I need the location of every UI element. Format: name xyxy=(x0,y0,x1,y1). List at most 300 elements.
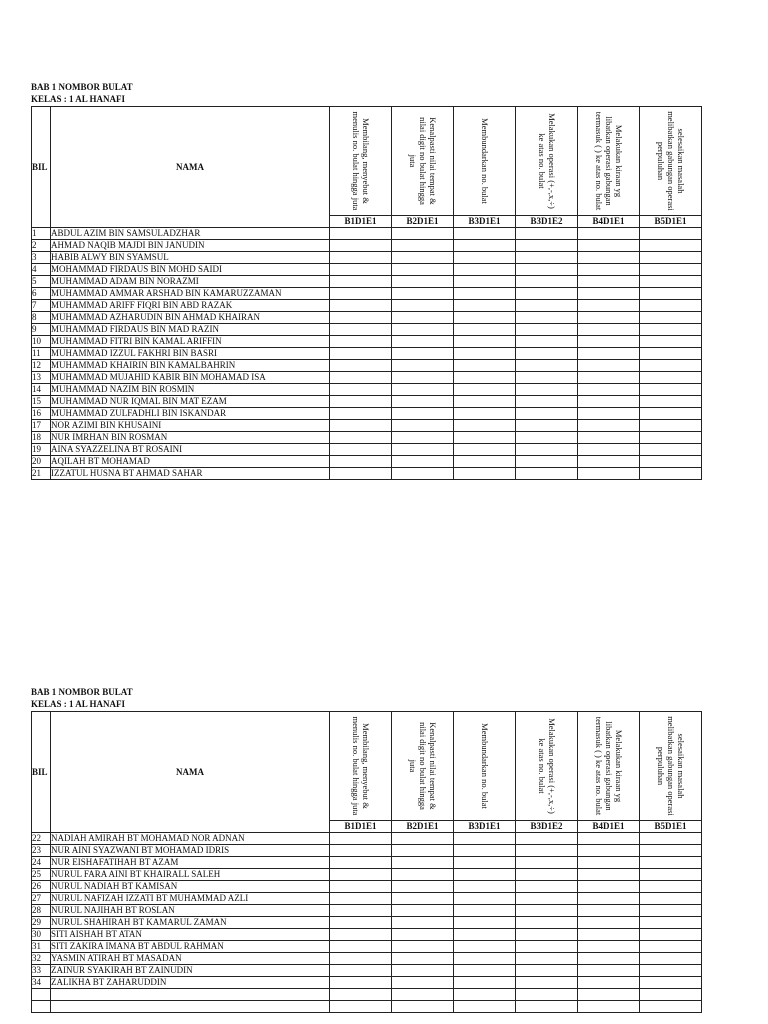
table-row xyxy=(32,336,702,348)
table-row xyxy=(32,396,702,408)
table-row xyxy=(32,360,702,372)
row-number: 4 xyxy=(32,264,51,276)
nama-header: NAMA xyxy=(51,712,330,833)
mark-cell xyxy=(392,360,454,372)
objective-header: Membundarkan no. bulat xyxy=(454,712,516,821)
mark-cell xyxy=(392,893,454,905)
row-number: 28 xyxy=(32,905,51,917)
objective-header: Melakukan kiraan yg libatkan operasi gabungan termasuk ( ) ke atas no. bulat xyxy=(578,712,640,821)
mark-cell xyxy=(330,941,392,953)
mark-cell xyxy=(392,456,454,468)
student-name: NOR AZIMI BIN KHUSAINI xyxy=(51,420,330,432)
mark-cell xyxy=(392,432,454,444)
mark-cell xyxy=(516,372,578,384)
mark-cell xyxy=(578,312,640,324)
mark-cell xyxy=(454,300,516,312)
student-name: HABIB ALWY BIN SYAMSUL xyxy=(51,252,330,264)
mark-cell xyxy=(454,432,516,444)
mark-cell xyxy=(454,905,516,917)
table-row xyxy=(32,977,702,989)
mark-cell xyxy=(330,857,392,869)
mark-cell xyxy=(454,869,516,881)
mark-cell xyxy=(330,833,392,845)
mark-cell xyxy=(640,300,702,312)
mark-cell xyxy=(516,348,578,360)
row-number: 11 xyxy=(32,348,51,360)
mark-cell xyxy=(516,941,578,953)
mark-cell xyxy=(330,468,392,480)
mark-cell xyxy=(640,384,702,396)
row-number: 18 xyxy=(32,432,51,444)
mark-cell xyxy=(392,905,454,917)
student-name: AQILAH BT MOHAMAD xyxy=(51,456,330,468)
mark-cell xyxy=(392,869,454,881)
bil-header: BIL xyxy=(32,107,51,228)
objective-code: B3D1E1 xyxy=(454,821,516,833)
student-name: MUHAMMAD ADAM BIN NORAZMI xyxy=(51,276,330,288)
mark-cell xyxy=(330,929,392,941)
student-name: MUHAMMAD KHAIRIN BIN KAMALBAHRIN xyxy=(51,360,330,372)
mark-cell xyxy=(640,372,702,384)
mark-cell xyxy=(392,881,454,893)
nama-header: NAMA xyxy=(51,107,330,228)
mark-cell xyxy=(454,252,516,264)
mark-cell xyxy=(516,845,578,857)
row-number: 34 xyxy=(32,977,51,989)
row-number: 23 xyxy=(32,845,51,857)
mark-cell xyxy=(640,1001,702,1013)
mark-cell xyxy=(640,288,702,300)
mark-cell xyxy=(454,336,516,348)
row-number: 8 xyxy=(32,312,51,324)
mark-cell xyxy=(392,965,454,977)
mark-cell xyxy=(330,300,392,312)
table-row xyxy=(32,240,702,252)
mark-cell xyxy=(392,384,454,396)
mark-cell xyxy=(640,444,702,456)
mark-cell xyxy=(330,324,392,336)
mark-cell xyxy=(640,977,702,989)
row-number: 21 xyxy=(32,468,51,480)
mark-cell xyxy=(516,396,578,408)
mark-cell xyxy=(578,444,640,456)
row-number: 24 xyxy=(32,857,51,869)
table-row xyxy=(32,893,702,905)
mark-cell xyxy=(516,468,578,480)
mark-cell xyxy=(578,288,640,300)
mark-cell xyxy=(516,929,578,941)
row-number: 25 xyxy=(32,869,51,881)
table-row xyxy=(32,252,702,264)
row-number: 27 xyxy=(32,893,51,905)
mark-cell xyxy=(516,384,578,396)
mark-cell xyxy=(578,408,640,420)
mark-cell xyxy=(578,905,640,917)
mark-cell xyxy=(578,468,640,480)
objective-code: B2D1E1 xyxy=(392,821,454,833)
mark-cell xyxy=(392,228,454,240)
mark-cell xyxy=(578,300,640,312)
objective-code: B3D1E2 xyxy=(516,216,578,228)
bil-header: BIL xyxy=(32,712,51,833)
mark-cell xyxy=(392,264,454,276)
mark-cell xyxy=(516,360,578,372)
mark-cell xyxy=(330,396,392,408)
mark-cell xyxy=(454,977,516,989)
mark-cell xyxy=(454,240,516,252)
row-number: 29 xyxy=(32,917,51,929)
row-number: 2 xyxy=(32,240,51,252)
mark-cell xyxy=(578,240,640,252)
mark-cell xyxy=(454,893,516,905)
table-row xyxy=(32,300,702,312)
mark-cell xyxy=(578,360,640,372)
mark-cell xyxy=(330,348,392,360)
student-name: NURUL NAJIHAH BT ROSLAN xyxy=(51,905,330,917)
student-name: NUR EISHAFATIHAH BT AZAM xyxy=(51,857,330,869)
table-row xyxy=(32,372,702,384)
student-name: MOHAMMAD FIRDAUS BIN MOHD SAIDI xyxy=(51,264,330,276)
mark-cell xyxy=(454,420,516,432)
mark-cell xyxy=(516,456,578,468)
table-row xyxy=(32,941,702,953)
mark-cell xyxy=(392,300,454,312)
objective-code: B3D1E1 xyxy=(454,216,516,228)
student-table-2 xyxy=(31,711,702,1013)
mark-cell xyxy=(330,917,392,929)
mark-cell xyxy=(392,372,454,384)
mark-cell xyxy=(640,348,702,360)
mark-cell xyxy=(454,264,516,276)
row-number: 15 xyxy=(32,396,51,408)
student-name: MUHAMMAD IZZUL FAKHRI BIN BASRI xyxy=(51,348,330,360)
table-row xyxy=(32,468,702,480)
student-name: AINA SYAZZELINA BT ROSAINI xyxy=(51,444,330,456)
mark-cell xyxy=(640,264,702,276)
mark-cell xyxy=(392,857,454,869)
table-row xyxy=(32,857,702,869)
mark-cell xyxy=(330,240,392,252)
mark-cell xyxy=(516,857,578,869)
mark-cell xyxy=(330,264,392,276)
mark-cell xyxy=(516,408,578,420)
mark-cell xyxy=(516,276,578,288)
objective-code: B5D1E1 xyxy=(640,821,702,833)
table-row xyxy=(32,432,702,444)
mark-cell xyxy=(454,456,516,468)
mark-cell xyxy=(392,252,454,264)
table-row xyxy=(32,953,702,965)
student-table-1 xyxy=(31,106,702,480)
mark-cell xyxy=(454,348,516,360)
mark-cell xyxy=(454,845,516,857)
mark-cell xyxy=(330,372,392,384)
mark-cell xyxy=(330,288,392,300)
table-row xyxy=(32,869,702,881)
mark-cell xyxy=(454,1001,516,1013)
row-number: 19 xyxy=(32,444,51,456)
mark-cell xyxy=(330,228,392,240)
row-number: 20 xyxy=(32,456,51,468)
student-name: ABDUL AZIM BIN SAMSULADZHAR xyxy=(51,228,330,240)
mark-cell xyxy=(640,953,702,965)
student-name: ZAINUR SYAKIRAH BT ZAINUDIN xyxy=(51,965,330,977)
mark-cell xyxy=(578,857,640,869)
objective-code: B1D1E1 xyxy=(330,216,392,228)
mark-cell xyxy=(640,857,702,869)
mark-cell xyxy=(454,312,516,324)
mark-cell xyxy=(516,420,578,432)
table-row xyxy=(32,917,702,929)
mark-cell xyxy=(454,360,516,372)
mark-cell xyxy=(640,917,702,929)
student-name: NADIAH AMIRAH BT MOHAMAD NOR ADNAN xyxy=(51,833,330,845)
mark-cell xyxy=(392,408,454,420)
mark-cell xyxy=(392,941,454,953)
student-name: MUHAMMAD NUR IQMAL BIN MAT EZAM xyxy=(51,396,330,408)
student-name: NUR IMRHAN BIN ROSMAN xyxy=(51,432,330,444)
mark-cell xyxy=(392,917,454,929)
class-label: KELAS : 1 AL HANAFI xyxy=(31,699,126,709)
table-row xyxy=(32,965,702,977)
objective-header: Membilang, menyebut & menulis no. bulat hingga juta xyxy=(330,107,392,216)
mark-cell xyxy=(454,384,516,396)
row-number xyxy=(32,989,51,1001)
table-row xyxy=(32,905,702,917)
mark-cell xyxy=(578,953,640,965)
mark-cell xyxy=(578,456,640,468)
mark-cell xyxy=(454,857,516,869)
mark-cell xyxy=(392,420,454,432)
objective-code: B2D1E1 xyxy=(392,216,454,228)
objective-code: B1D1E1 xyxy=(330,821,392,833)
mark-cell xyxy=(516,228,578,240)
table-row xyxy=(32,384,702,396)
mark-cell xyxy=(330,893,392,905)
mark-cell xyxy=(454,989,516,1001)
table-row xyxy=(32,929,702,941)
student-name: NURUL FARA AINI BT KHAIRALL SALEH xyxy=(51,869,330,881)
mark-cell xyxy=(392,929,454,941)
mark-cell xyxy=(516,312,578,324)
mark-cell xyxy=(578,929,640,941)
row-number: 30 xyxy=(32,929,51,941)
mark-cell xyxy=(578,869,640,881)
mark-cell xyxy=(454,929,516,941)
mark-cell xyxy=(330,977,392,989)
chapter-title: BAB 1 NOMBOR BULAT xyxy=(31,82,133,92)
mark-cell xyxy=(640,396,702,408)
mark-cell xyxy=(392,276,454,288)
mark-cell xyxy=(640,324,702,336)
student-name: ZALIKHA BT ZAHARUDDIN xyxy=(51,977,330,989)
row-number: 31 xyxy=(32,941,51,953)
row-number: 1 xyxy=(32,228,51,240)
student-name: NURUL SHAHIRAH BT KAMARUL ZAMAN xyxy=(51,917,330,929)
table-row xyxy=(32,456,702,468)
objective-header: Melakukan kiraan yg libatkan operasi gabungan termasuk ( ) ke atas no. bulat xyxy=(578,107,640,216)
table-row xyxy=(32,288,702,300)
mark-cell xyxy=(578,893,640,905)
mark-cell xyxy=(454,953,516,965)
objective-header: Kenalpasti nilai tempat & nilai digit no bulat hingga juta xyxy=(392,107,454,216)
student-name: NUR AINI SYAZWANI BT MOHAMAD IDRIS xyxy=(51,845,330,857)
student-name: MUHAMMAD ARIFF FIQRI BIN ABD RAZAK xyxy=(51,300,330,312)
mark-cell xyxy=(578,845,640,857)
mark-cell xyxy=(578,833,640,845)
row-number: 16 xyxy=(32,408,51,420)
mark-cell xyxy=(392,977,454,989)
row-number: 10 xyxy=(32,336,51,348)
student-name: MUHAMMAD MUJAHID KABIR BIN MOHAMAD ISA xyxy=(51,372,330,384)
student-name: NURUL NAFIZAH IZZATI BT MUHAMMAD AZLI xyxy=(51,893,330,905)
table-row xyxy=(32,833,702,845)
mark-cell xyxy=(640,432,702,444)
mark-cell xyxy=(392,989,454,1001)
mark-cell xyxy=(640,228,702,240)
table-row xyxy=(32,312,702,324)
mark-cell xyxy=(640,456,702,468)
mark-cell xyxy=(330,408,392,420)
mark-cell xyxy=(516,1001,578,1013)
student-name: AHMAD NAQIB MAJDI BIN JANUDIN xyxy=(51,240,330,252)
mark-cell xyxy=(454,372,516,384)
mark-cell xyxy=(516,288,578,300)
row-number: 12 xyxy=(32,360,51,372)
table-row xyxy=(32,408,702,420)
mark-cell xyxy=(454,468,516,480)
mark-cell xyxy=(454,288,516,300)
mark-cell xyxy=(578,917,640,929)
table-row xyxy=(32,324,702,336)
mark-cell xyxy=(578,432,640,444)
mark-cell xyxy=(392,240,454,252)
mark-cell xyxy=(516,977,578,989)
table-row xyxy=(32,276,702,288)
mark-cell xyxy=(578,977,640,989)
row-number: 17 xyxy=(32,420,51,432)
mark-cell xyxy=(392,312,454,324)
mark-cell xyxy=(330,432,392,444)
row-number: 3 xyxy=(32,252,51,264)
row-number: 32 xyxy=(32,953,51,965)
mark-cell xyxy=(454,396,516,408)
mark-cell xyxy=(578,372,640,384)
mark-cell xyxy=(454,833,516,845)
mark-cell xyxy=(578,1001,640,1013)
table-row xyxy=(32,881,702,893)
student-name: IZZATUL HUSNA BT AHMAD SAHAR xyxy=(51,468,330,480)
objective-header: Melakukan operasi (+,-,x,÷) ke atas no. bulat xyxy=(516,712,578,821)
mark-cell xyxy=(454,228,516,240)
mark-cell xyxy=(392,396,454,408)
student-name: YASMIN ATIRAH BT MASADAN xyxy=(51,953,330,965)
mark-cell xyxy=(516,917,578,929)
mark-cell xyxy=(640,252,702,264)
student-name: MUHAMMAD AZHARUDIN BIN AHMAD KHAIRAN xyxy=(51,312,330,324)
objective-code: B5D1E1 xyxy=(640,216,702,228)
mark-cell xyxy=(392,468,454,480)
mark-cell xyxy=(640,845,702,857)
mark-cell xyxy=(640,881,702,893)
mark-cell xyxy=(330,252,392,264)
mark-cell xyxy=(578,228,640,240)
mark-cell xyxy=(640,468,702,480)
mark-cell xyxy=(454,276,516,288)
mark-cell xyxy=(392,953,454,965)
row-number: 26 xyxy=(32,881,51,893)
mark-cell xyxy=(516,444,578,456)
mark-cell xyxy=(640,893,702,905)
objective-header: Kenalpasti nilai tempat & nilai digit no bulat hingga juta xyxy=(392,712,454,821)
mark-cell xyxy=(330,384,392,396)
mark-cell xyxy=(578,324,640,336)
student-name: SITI AISHAH BT ATAN xyxy=(51,929,330,941)
mark-cell xyxy=(330,456,392,468)
mark-cell xyxy=(330,420,392,432)
mark-cell xyxy=(578,384,640,396)
mark-cell xyxy=(454,965,516,977)
row-number: 6 xyxy=(32,288,51,300)
mark-cell xyxy=(640,360,702,372)
mark-cell xyxy=(578,941,640,953)
mark-cell xyxy=(640,965,702,977)
student-name xyxy=(51,1001,330,1013)
table-row xyxy=(32,264,702,276)
row-number: 22 xyxy=(32,833,51,845)
mark-cell xyxy=(330,312,392,324)
mark-cell xyxy=(516,324,578,336)
mark-cell xyxy=(454,408,516,420)
student-name: MUHAMMAD FITRI BIN KAMAL ARIFFIN xyxy=(51,336,330,348)
table-row xyxy=(32,1001,702,1013)
mark-cell xyxy=(516,881,578,893)
mark-cell xyxy=(454,917,516,929)
objective-header: Melakukan operasi (+,-,x,÷) ke atas no. bulat xyxy=(516,107,578,216)
mark-cell xyxy=(516,869,578,881)
table-row xyxy=(32,348,702,360)
student-name: MUHAMMAD AMMAR ARSHAD BIN KAMARUZZAMAN xyxy=(51,288,330,300)
mark-cell xyxy=(516,965,578,977)
class-label: KELAS : 1 AL HANAFI xyxy=(31,94,126,104)
mark-cell xyxy=(392,324,454,336)
sheet-1 xyxy=(31,81,702,480)
mark-cell xyxy=(330,845,392,857)
objective-code: B3D1E2 xyxy=(516,821,578,833)
mark-cell xyxy=(392,288,454,300)
mark-cell xyxy=(330,1001,392,1013)
sheet-2 xyxy=(31,686,702,1013)
mark-cell xyxy=(516,300,578,312)
mark-cell xyxy=(516,989,578,1001)
mark-cell xyxy=(454,444,516,456)
table-2-body xyxy=(32,833,702,1013)
row-number: 5 xyxy=(32,276,51,288)
mark-cell xyxy=(578,252,640,264)
mark-cell xyxy=(640,905,702,917)
objective-header: Membundarkan no. bulat xyxy=(454,107,516,216)
mark-cell xyxy=(330,360,392,372)
mark-cell xyxy=(330,965,392,977)
row-number: 9 xyxy=(32,324,51,336)
mark-cell xyxy=(640,276,702,288)
student-name: SITI ZAKIRA IMANA BT ABDUL RAHMAN xyxy=(51,941,330,953)
mark-cell xyxy=(330,336,392,348)
mark-cell xyxy=(392,845,454,857)
objective-header: selesaikan masalah melibatkan gabungan operasi perpuluhan xyxy=(640,712,702,821)
student-name: MUHAMMAD NAZIM BIN ROSMIN xyxy=(51,384,330,396)
mark-cell xyxy=(330,869,392,881)
